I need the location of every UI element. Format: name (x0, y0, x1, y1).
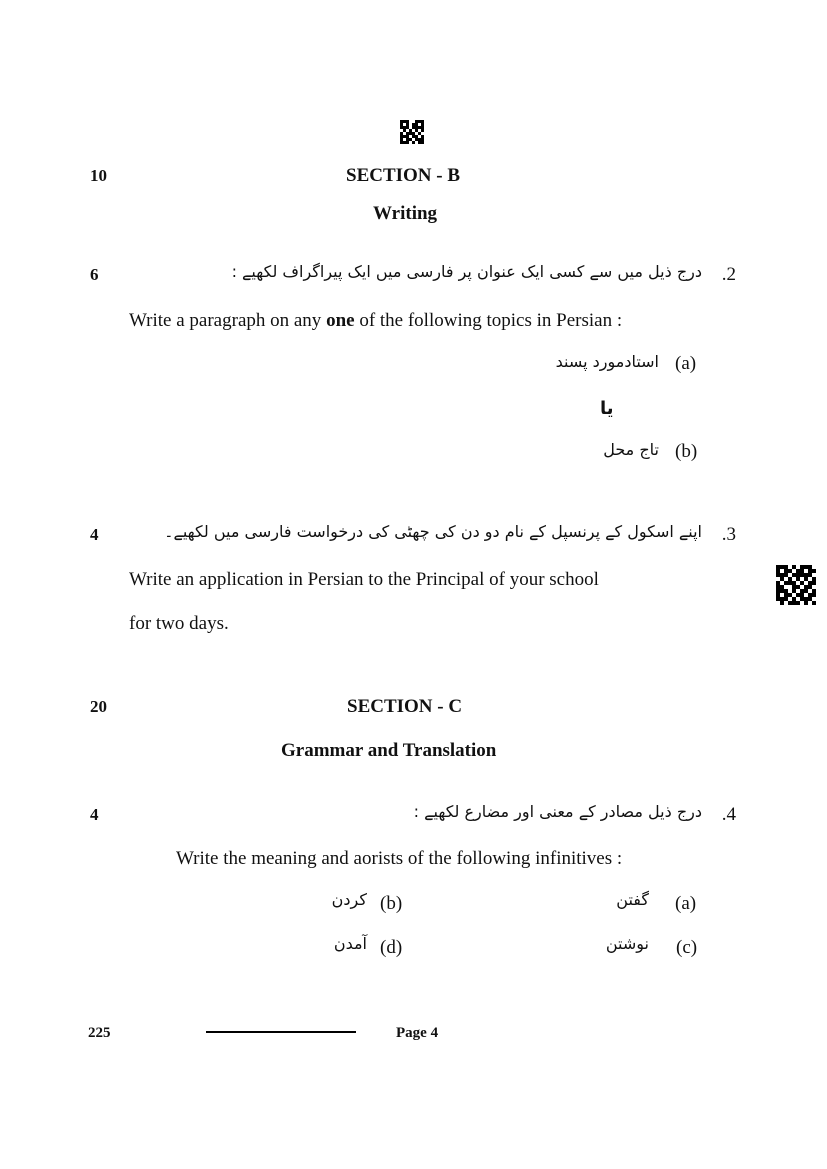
q4-d-text: آمدن (333, 934, 367, 953)
q3-urdu-prompt: اپنے اسکول کے پرنسپل کے نام دو دن کی چھٹی کی درخواست فارسی میں لکھیے۔ (164, 522, 702, 541)
q2-english-prefix: Write a paragraph on any (129, 310, 327, 331)
q4-d-label: (d) (380, 937, 403, 958)
q4-a-text: گفتن (616, 890, 649, 909)
q4-a-label: (a) (675, 893, 697, 914)
qr-code-side (776, 565, 816, 605)
q3-english-line2: for two days. (129, 613, 229, 634)
section-b-title: SECTION - B (346, 165, 461, 186)
q2-number: .2 (721, 264, 736, 285)
q2-urdu-prompt: درج ذیل میں سے کسی ایک عنوان پر فارسی میں ایک پیراگراف لکھیے : (231, 262, 702, 281)
q2-or: یا (600, 398, 614, 419)
q4-c-text: نوشتن (605, 934, 649, 953)
q4-b-text: کردن (331, 890, 367, 909)
q2-option-a-text: استادمورد پسند (555, 352, 659, 371)
q4-number: .4 (721, 804, 736, 825)
section-c-marks: 20 (90, 697, 107, 716)
section-c-title: SECTION - C (347, 696, 463, 717)
q2-english-prompt (129, 310, 622, 332)
q2-option-b-text: تاج محل (603, 440, 659, 459)
q4-c-label: (c) (676, 937, 698, 958)
footer-page: Page 4 (396, 1025, 439, 1041)
q3-number: .3 (721, 524, 736, 545)
q3-english-line1: Write an application in Persian to the Principal of your school (129, 569, 599, 590)
q2-option-b-label: (b) (675, 441, 698, 462)
q3-marks: 4 (90, 525, 99, 544)
q4-marks: 4 (90, 805, 99, 824)
q2-english-bold: one (326, 310, 355, 331)
qr-code-top (400, 120, 424, 144)
q4-b-label: (b) (380, 893, 403, 914)
q4-urdu-prompt: درج ذیل مصادر کے معنی اور مضارع لکھیے : (413, 802, 702, 821)
q2-english-suffix: of the following topics in Persian : (354, 310, 623, 331)
section-b-subtitle: Writing (373, 203, 438, 224)
q4-english-prompt: Write the meaning and aorists of the following infinitives : (176, 848, 623, 869)
q2-marks: 6 (90, 265, 99, 284)
section-c-subtitle: Grammar and Translation (281, 740, 497, 761)
q2-option-a-label: (a) (675, 353, 697, 374)
section-b-marks: 10 (90, 166, 107, 185)
footer-rule (206, 1031, 356, 1033)
footer-code: 225 (88, 1025, 111, 1041)
